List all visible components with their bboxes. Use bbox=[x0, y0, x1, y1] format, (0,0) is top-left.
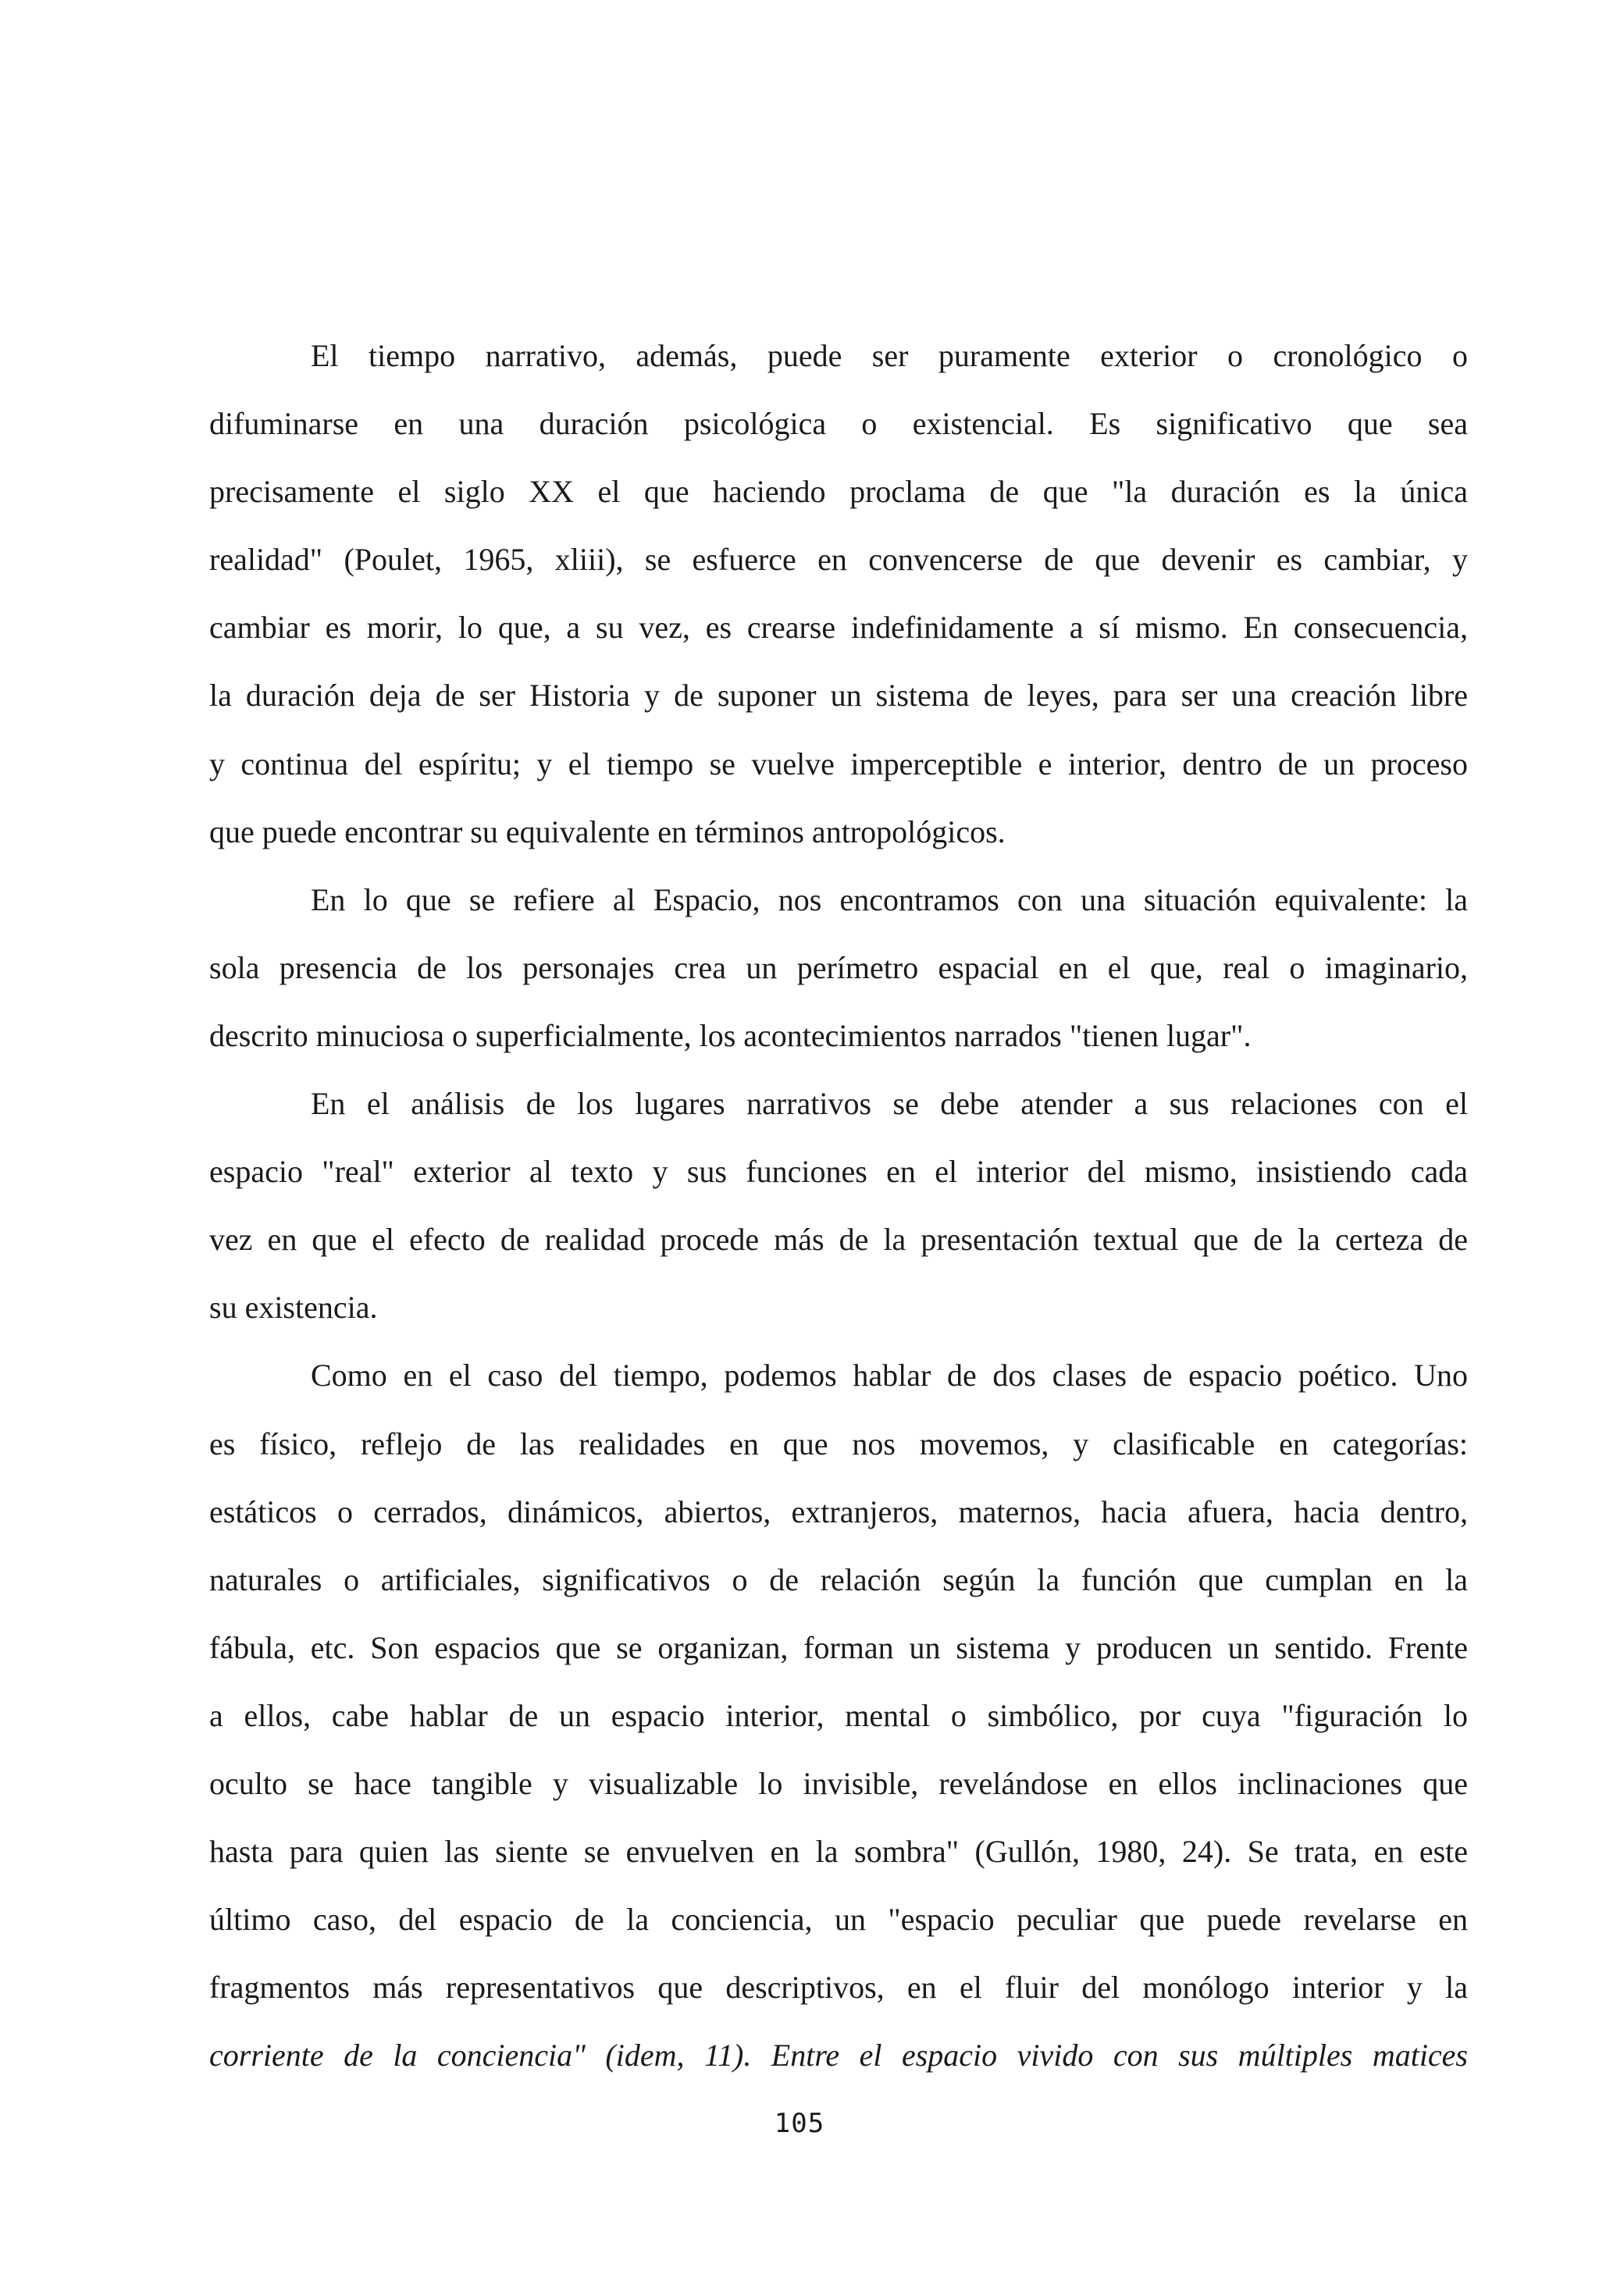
text-line: a ellos, cabe hablar de un espacio interior, mental o simbólico, por cuya "figuración lo bbox=[209, 1697, 1468, 1733]
page-number: 105 bbox=[774, 2108, 825, 2139]
text-line: que puede encontrar su equivalente en términos antropológicos. bbox=[209, 813, 1006, 849]
text-line: y continua del espíritu; y el tiempo se vuelve imperceptible e interior, dentro de un proceso bbox=[209, 746, 1468, 781]
text-line: su existencia. bbox=[209, 1290, 378, 1326]
text-line: sola presencia de los personajes crea un perímetro espacial en el que, real o imaginario, bbox=[209, 949, 1468, 985]
text-line: realidad" (Poulet, 1965, xliii), se esfuerce en convencerse de que devenir es cambiar, y bbox=[209, 542, 1468, 578]
text-line: es físico, reflejo de las realidades en que nos movemos, y clasificable en categorías: bbox=[209, 1426, 1468, 1461]
text-line: vez en que el efecto de realidad procede más de la presentación textual que de la certeza de bbox=[209, 1222, 1468, 1258]
text-line: fábula, etc. Son espacios que se organizan, forman un sistema y producen un sentido. Frente bbox=[209, 1629, 1468, 1665]
text-line: En el análisis de los lugares narrativos se debe atender a sus relaciones con el bbox=[311, 1086, 1468, 1122]
text-line: difuminarse en una duración psicológica o existencial. Es significativo que sea bbox=[209, 406, 1468, 442]
text-line: En lo que se refiere al Espacio, nos encontramos con una situación equivalente: la bbox=[311, 881, 1468, 917]
text-line: naturales o artificiales, significativos o de relación según la función que cumplan en la bbox=[209, 1561, 1468, 1597]
text-line: hasta para quien las siente se envuelven en la sombra" (Gullón, 1980, 24). Se trata, en este bbox=[209, 1834, 1468, 1870]
text-line: precisamente el siglo XX el que haciendo proclama de que "la duración es la única bbox=[209, 474, 1468, 510]
text-line: cambiar es morir, lo que, a su vez, es crearse indefinidamente a sí mismo. En consecuencia, bbox=[209, 610, 1468, 646]
text-line: fragmentos más representativos que descriptivos, en el fluir del monólogo interior y la bbox=[209, 1970, 1468, 2006]
text-line: último caso, del espacio de la conciencia, un "espacio peculiar que puede revelarse en bbox=[209, 1902, 1468, 1938]
text-line: El tiempo narrativo, además, puede ser puramente exterior o cronológico o bbox=[311, 338, 1468, 373]
text-line: oculto se hace tangible y visualizable lo invisible, revelándose en ellos inclinaciones que bbox=[209, 1765, 1468, 1801]
text-line: estáticos o cerrados, dinámicos, abiertos, extranjeros, maternos, hacia afuera, hacia dentro, bbox=[209, 1493, 1468, 1529]
text-line: la duración deja de ser Historia y de suponer un sistema de leyes, para ser una creación libre bbox=[209, 678, 1468, 714]
text-line: espacio "real" exterior al texto y sus funciones en el interior del mismo, insistiendo cada bbox=[209, 1154, 1468, 1190]
text-line: Como en el caso del tiempo, podemos hablar de dos clases de espacio poético. Uno bbox=[311, 1358, 1468, 1394]
text-line: corriente de la conciencia" (idem, 11). Entre el espacio vivido con sus múltiples matices bbox=[209, 2038, 1468, 2074]
text-line: descrito minuciosa o superficialmente, los acontecimientos narrados "tienen lugar". bbox=[209, 1017, 1252, 1053]
body-text bbox=[209, 322, 1468, 2089]
